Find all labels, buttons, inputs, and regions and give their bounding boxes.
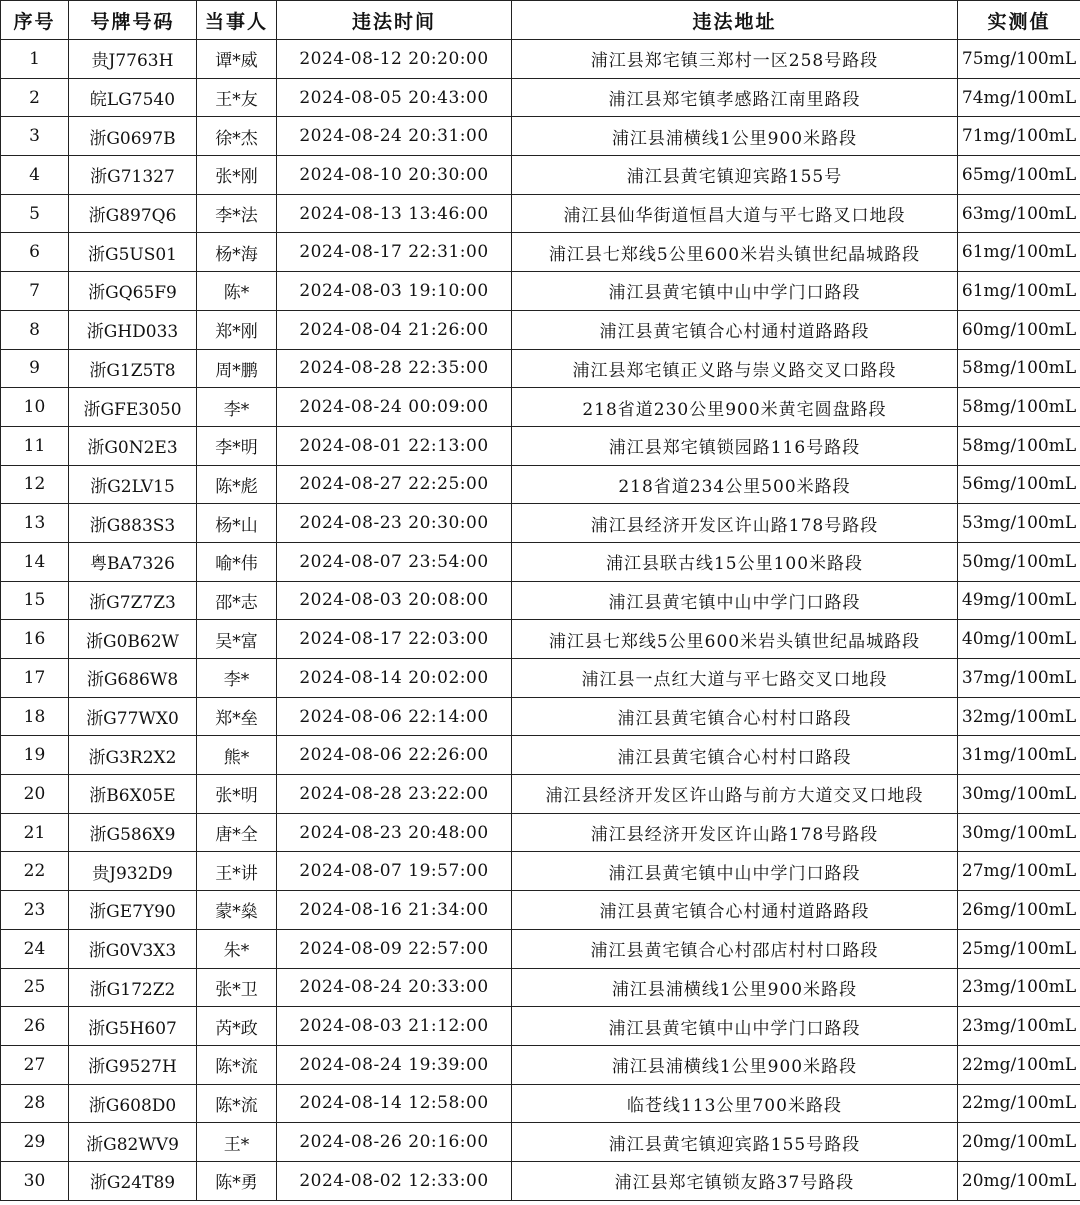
measured-cell: 40mg/100mL: [958, 620, 1080, 659]
table-row: [1, 310, 1080, 349]
measured-cell: 58mg/100mL: [958, 388, 1080, 427]
serial-cell: 14: [1, 542, 69, 581]
party-cell: 王*: [197, 1123, 277, 1162]
serial-cell: 18: [1, 697, 69, 736]
plate-cell: 浙G5H607: [69, 1007, 197, 1046]
table-row: [1, 388, 1080, 427]
table-row: [1, 1045, 1080, 1084]
measured-cell: 23mg/100mL: [958, 1007, 1080, 1046]
table-row: [1, 233, 1080, 272]
address-cell: 浦江县郑宅镇正义路与崇义路交叉口路段: [512, 349, 958, 388]
plate-cell: 贵J932D9: [69, 852, 197, 891]
table-row: [1, 272, 1080, 311]
measured-cell: 37mg/100mL: [958, 659, 1080, 698]
table-row: [1, 775, 1080, 814]
time-cell: 2024-08-01 22:13:00: [277, 426, 512, 465]
plate-cell: 浙G5US01: [69, 233, 197, 272]
serial-cell: 20: [1, 775, 69, 814]
plate-cell: 浙G9527H: [69, 1045, 197, 1084]
plate-cell: 浙G0V3X3: [69, 929, 197, 968]
time-cell: 2024-08-24 00:09:00: [277, 388, 512, 427]
measured-cell: 23mg/100mL: [958, 968, 1080, 1007]
party-cell: 李*法: [197, 194, 277, 233]
table-row: [1, 1007, 1080, 1046]
table-row: [1, 581, 1080, 620]
time-cell: 2024-08-09 22:57:00: [277, 929, 512, 968]
table-row: [1, 929, 1080, 968]
serial-cell: 13: [1, 504, 69, 543]
plate-cell: 浙G7Z7Z3: [69, 581, 197, 620]
serial-cell: 16: [1, 620, 69, 659]
serial-cell: 17: [1, 659, 69, 698]
table-row: [1, 813, 1080, 852]
plate-cell: 浙G77WX0: [69, 697, 197, 736]
measured-cell: 60mg/100mL: [958, 310, 1080, 349]
party-cell: 张*卫: [197, 968, 277, 1007]
table-row: [1, 194, 1080, 233]
address-cell: 浦江县浦横线1公里900米路段: [512, 968, 958, 1007]
measured-cell: 61mg/100mL: [958, 272, 1080, 311]
table-row: [1, 542, 1080, 581]
party-cell: 杨*山: [197, 504, 277, 543]
party-cell: 陈*流: [197, 1045, 277, 1084]
party-cell: 邵*志: [197, 581, 277, 620]
address-cell: 浦江县郑宅镇锁园路116号路段: [512, 426, 958, 465]
party-cell: 喻*伟: [197, 542, 277, 581]
measured-cell: 58mg/100mL: [958, 426, 1080, 465]
plate-cell: 浙B6X05E: [69, 775, 197, 814]
plate-cell: 浙GHD033: [69, 310, 197, 349]
address-cell: 浦江县黄宅镇中山中学门口路段: [512, 581, 958, 620]
plate-cell: 皖LG7540: [69, 78, 197, 117]
address-cell: 浦江县黄宅镇合心村通村道路路段: [512, 891, 958, 930]
time-cell: 2024-08-07 19:57:00: [277, 852, 512, 891]
measured-cell: 31mg/100mL: [958, 736, 1080, 775]
header-time: 违法时间: [277, 1, 512, 40]
party-cell: 徐*杰: [197, 117, 277, 156]
time-cell: 2024-08-14 20:02:00: [277, 659, 512, 698]
party-cell: 李*: [197, 659, 277, 698]
party-cell: 周*鹏: [197, 349, 277, 388]
party-cell: 杨*海: [197, 233, 277, 272]
plate-cell: 浙GFE3050: [69, 388, 197, 427]
header-measured: 实测值: [958, 1, 1080, 40]
serial-cell: 1: [1, 40, 69, 79]
time-cell: 2024-08-06 22:14:00: [277, 697, 512, 736]
measured-cell: 26mg/100mL: [958, 891, 1080, 930]
party-cell: 郑*刚: [197, 310, 277, 349]
address-cell: 浦江县七郑线5公里600米岩头镇世纪晶城路段: [512, 233, 958, 272]
address-cell: 浦江县联古线15公里100米路段: [512, 542, 958, 581]
party-cell: 李*明: [197, 426, 277, 465]
plate-cell: 浙G3R2X2: [69, 736, 197, 775]
measured-cell: 71mg/100mL: [958, 117, 1080, 156]
time-cell: 2024-08-04 21:26:00: [277, 310, 512, 349]
header-serial: 序号: [1, 1, 69, 40]
serial-cell: 2: [1, 78, 69, 117]
address-cell: 浦江县黄宅镇合心村通村道路路段: [512, 310, 958, 349]
address-cell: 浦江县黄宅镇迎宾路155号: [512, 156, 958, 195]
serial-cell: 23: [1, 891, 69, 930]
header-plate: 号牌号码: [69, 1, 197, 40]
serial-cell: 12: [1, 465, 69, 504]
party-cell: 张*明: [197, 775, 277, 814]
serial-cell: 26: [1, 1007, 69, 1046]
table-row: [1, 349, 1080, 388]
address-cell: 浦江县黄宅镇合心村村口路段: [512, 697, 958, 736]
time-cell: 2024-08-24 20:31:00: [277, 117, 512, 156]
table-row: [1, 659, 1080, 698]
time-cell: 2024-08-16 21:34:00: [277, 891, 512, 930]
measured-cell: 30mg/100mL: [958, 775, 1080, 814]
address-cell: 浦江县浦横线1公里900米路段: [512, 117, 958, 156]
header-row: [1, 1, 1080, 40]
address-cell: 浦江县黄宅镇中山中学门口路段: [512, 1007, 958, 1046]
plate-cell: 浙G0N2E3: [69, 426, 197, 465]
time-cell: 2024-08-05 20:43:00: [277, 78, 512, 117]
measured-cell: 58mg/100mL: [958, 349, 1080, 388]
party-cell: 唐*全: [197, 813, 277, 852]
plate-cell: 浙G686W8: [69, 659, 197, 698]
serial-cell: 10: [1, 388, 69, 427]
measured-cell: 56mg/100mL: [958, 465, 1080, 504]
party-cell: 王*讲: [197, 852, 277, 891]
party-cell: 蒙*燊: [197, 891, 277, 930]
measured-cell: 53mg/100mL: [958, 504, 1080, 543]
time-cell: 2024-08-02 12:33:00: [277, 1161, 512, 1200]
time-cell: 2024-08-10 20:30:00: [277, 156, 512, 195]
party-cell: 王*友: [197, 78, 277, 117]
serial-cell: 24: [1, 929, 69, 968]
address-cell: 218省道230公里900米黄宅圆盘路段: [512, 388, 958, 427]
time-cell: 2024-08-27 22:25:00: [277, 465, 512, 504]
table-row: [1, 620, 1080, 659]
measured-cell: 27mg/100mL: [958, 852, 1080, 891]
table-row: [1, 78, 1080, 117]
time-cell: 2024-08-13 13:46:00: [277, 194, 512, 233]
party-cell: 陈*: [197, 272, 277, 311]
serial-cell: 6: [1, 233, 69, 272]
address-cell: 浦江县一点红大道与平七路交叉口地段: [512, 659, 958, 698]
serial-cell: 27: [1, 1045, 69, 1084]
serial-cell: 7: [1, 272, 69, 311]
serial-cell: 30: [1, 1161, 69, 1200]
time-cell: 2024-08-03 21:12:00: [277, 1007, 512, 1046]
time-cell: 2024-08-17 22:03:00: [277, 620, 512, 659]
table-row: [1, 1161, 1080, 1200]
address-cell: 浦江县黄宅镇合心村村口路段: [512, 736, 958, 775]
serial-cell: 25: [1, 968, 69, 1007]
plate-cell: 浙G586X9: [69, 813, 197, 852]
table-row: [1, 968, 1080, 1007]
party-cell: 陈*彪: [197, 465, 277, 504]
address-cell: 浦江县黄宅镇中山中学门口路段: [512, 272, 958, 311]
measured-cell: 63mg/100mL: [958, 194, 1080, 233]
measured-cell: 20mg/100mL: [958, 1123, 1080, 1162]
time-cell: 2024-08-28 22:35:00: [277, 349, 512, 388]
table-row: [1, 891, 1080, 930]
serial-cell: 3: [1, 117, 69, 156]
time-cell: 2024-08-12 20:20:00: [277, 40, 512, 79]
serial-cell: 19: [1, 736, 69, 775]
plate-cell: 浙G1Z5T8: [69, 349, 197, 388]
address-cell: 浦江县黄宅镇合心村邵店村村口路段: [512, 929, 958, 968]
header-party: 当事人: [197, 1, 277, 40]
plate-cell: 贵J7763H: [69, 40, 197, 79]
address-cell: 浦江县郑宅镇锁友路37号路段: [512, 1161, 958, 1200]
serial-cell: 22: [1, 852, 69, 891]
serial-cell: 21: [1, 813, 69, 852]
party-cell: 陈*流: [197, 1084, 277, 1123]
plate-cell: 浙G24T89: [69, 1161, 197, 1200]
plate-cell: 浙G608D0: [69, 1084, 197, 1123]
plate-cell: 浙G0697B: [69, 117, 197, 156]
table-row: [1, 426, 1080, 465]
table-row: [1, 852, 1080, 891]
party-cell: 张*刚: [197, 156, 277, 195]
table-row: [1, 1123, 1080, 1162]
table-row: [1, 1084, 1080, 1123]
serial-cell: 28: [1, 1084, 69, 1123]
address-cell: 浦江县郑宅镇三郑村一区258号路段: [512, 40, 958, 79]
measured-cell: 65mg/100mL: [958, 156, 1080, 195]
plate-cell: 浙GE7Y90: [69, 891, 197, 930]
address-cell: 浦江县经济开发区许山路178号路段: [512, 504, 958, 543]
plate-cell: 浙G2LV15: [69, 465, 197, 504]
serial-cell: 4: [1, 156, 69, 195]
address-cell: 浦江县浦横线1公里900米路段: [512, 1045, 958, 1084]
serial-cell: 11: [1, 426, 69, 465]
time-cell: 2024-08-23 20:30:00: [277, 504, 512, 543]
plate-cell: 浙G172Z2: [69, 968, 197, 1007]
serial-cell: 29: [1, 1123, 69, 1162]
serial-cell: 9: [1, 349, 69, 388]
table-row: [1, 736, 1080, 775]
address-cell: 218省道234公里500米路段: [512, 465, 958, 504]
measured-cell: 49mg/100mL: [958, 581, 1080, 620]
serial-cell: 15: [1, 581, 69, 620]
party-cell: 熊*: [197, 736, 277, 775]
address-cell: 浦江县仙华街道恒昌大道与平七路叉口地段: [512, 194, 958, 233]
address-cell: 浦江县经济开发区许山路与前方大道交叉口地段: [512, 775, 958, 814]
time-cell: 2024-08-03 19:10:00: [277, 272, 512, 311]
header-address: 违法地址: [512, 1, 958, 40]
time-cell: 2024-08-26 20:16:00: [277, 1123, 512, 1162]
time-cell: 2024-08-07 23:54:00: [277, 542, 512, 581]
plate-cell: 浙G82WV9: [69, 1123, 197, 1162]
plate-cell: 浙G0B62W: [69, 620, 197, 659]
address-cell: 浦江县郑宅镇孝感路江南里路段: [512, 78, 958, 117]
measured-cell: 22mg/100mL: [958, 1084, 1080, 1123]
measured-cell: 75mg/100mL: [958, 40, 1080, 79]
plate-cell: 浙G883S3: [69, 504, 197, 543]
address-cell: 浦江县经济开发区许山路178号路段: [512, 813, 958, 852]
measured-cell: 74mg/100mL: [958, 78, 1080, 117]
party-cell: 芮*政: [197, 1007, 277, 1046]
time-cell: 2024-08-14 12:58:00: [277, 1084, 512, 1123]
address-cell: 浦江县七郑线5公里600米岩头镇世纪晶城路段: [512, 620, 958, 659]
plate-cell: 浙GQ65F9: [69, 272, 197, 311]
plate-cell: 粤BA7326: [69, 542, 197, 581]
time-cell: 2024-08-03 20:08:00: [277, 581, 512, 620]
plate-cell: 浙G897Q6: [69, 194, 197, 233]
party-cell: 郑*垒: [197, 697, 277, 736]
party-cell: 朱*: [197, 929, 277, 968]
address-cell: 临苍线113公里700米路段: [512, 1084, 958, 1123]
time-cell: 2024-08-23 20:48:00: [277, 813, 512, 852]
address-cell: 浦江县黄宅镇中山中学门口路段: [512, 852, 958, 891]
table-body: [1, 40, 1080, 1201]
time-cell: 2024-08-24 19:39:00: [277, 1045, 512, 1084]
measured-cell: 25mg/100mL: [958, 929, 1080, 968]
measured-cell: 61mg/100mL: [958, 233, 1080, 272]
serial-cell: 8: [1, 310, 69, 349]
party-cell: 李*: [197, 388, 277, 427]
measured-cell: 32mg/100mL: [958, 697, 1080, 736]
time-cell: 2024-08-17 22:31:00: [277, 233, 512, 272]
party-cell: 谭*威: [197, 40, 277, 79]
table-row: [1, 156, 1080, 195]
measured-cell: 50mg/100mL: [958, 542, 1080, 581]
plate-cell: 浙G71327: [69, 156, 197, 195]
measured-cell: 20mg/100mL: [958, 1161, 1080, 1200]
table-row: [1, 697, 1080, 736]
table-row: [1, 40, 1080, 79]
time-cell: 2024-08-24 20:33:00: [277, 968, 512, 1007]
party-cell: 吴*富: [197, 620, 277, 659]
time-cell: 2024-08-06 22:26:00: [277, 736, 512, 775]
measured-cell: 22mg/100mL: [958, 1045, 1080, 1084]
address-cell: 浦江县黄宅镇迎宾路155号路段: [512, 1123, 958, 1162]
party-cell: 陈*勇: [197, 1161, 277, 1200]
table-row: [1, 465, 1080, 504]
table-row: [1, 117, 1080, 156]
measured-cell: 30mg/100mL: [958, 813, 1080, 852]
time-cell: 2024-08-28 23:22:00: [277, 775, 512, 814]
serial-cell: 5: [1, 194, 69, 233]
table-row: [1, 504, 1080, 543]
